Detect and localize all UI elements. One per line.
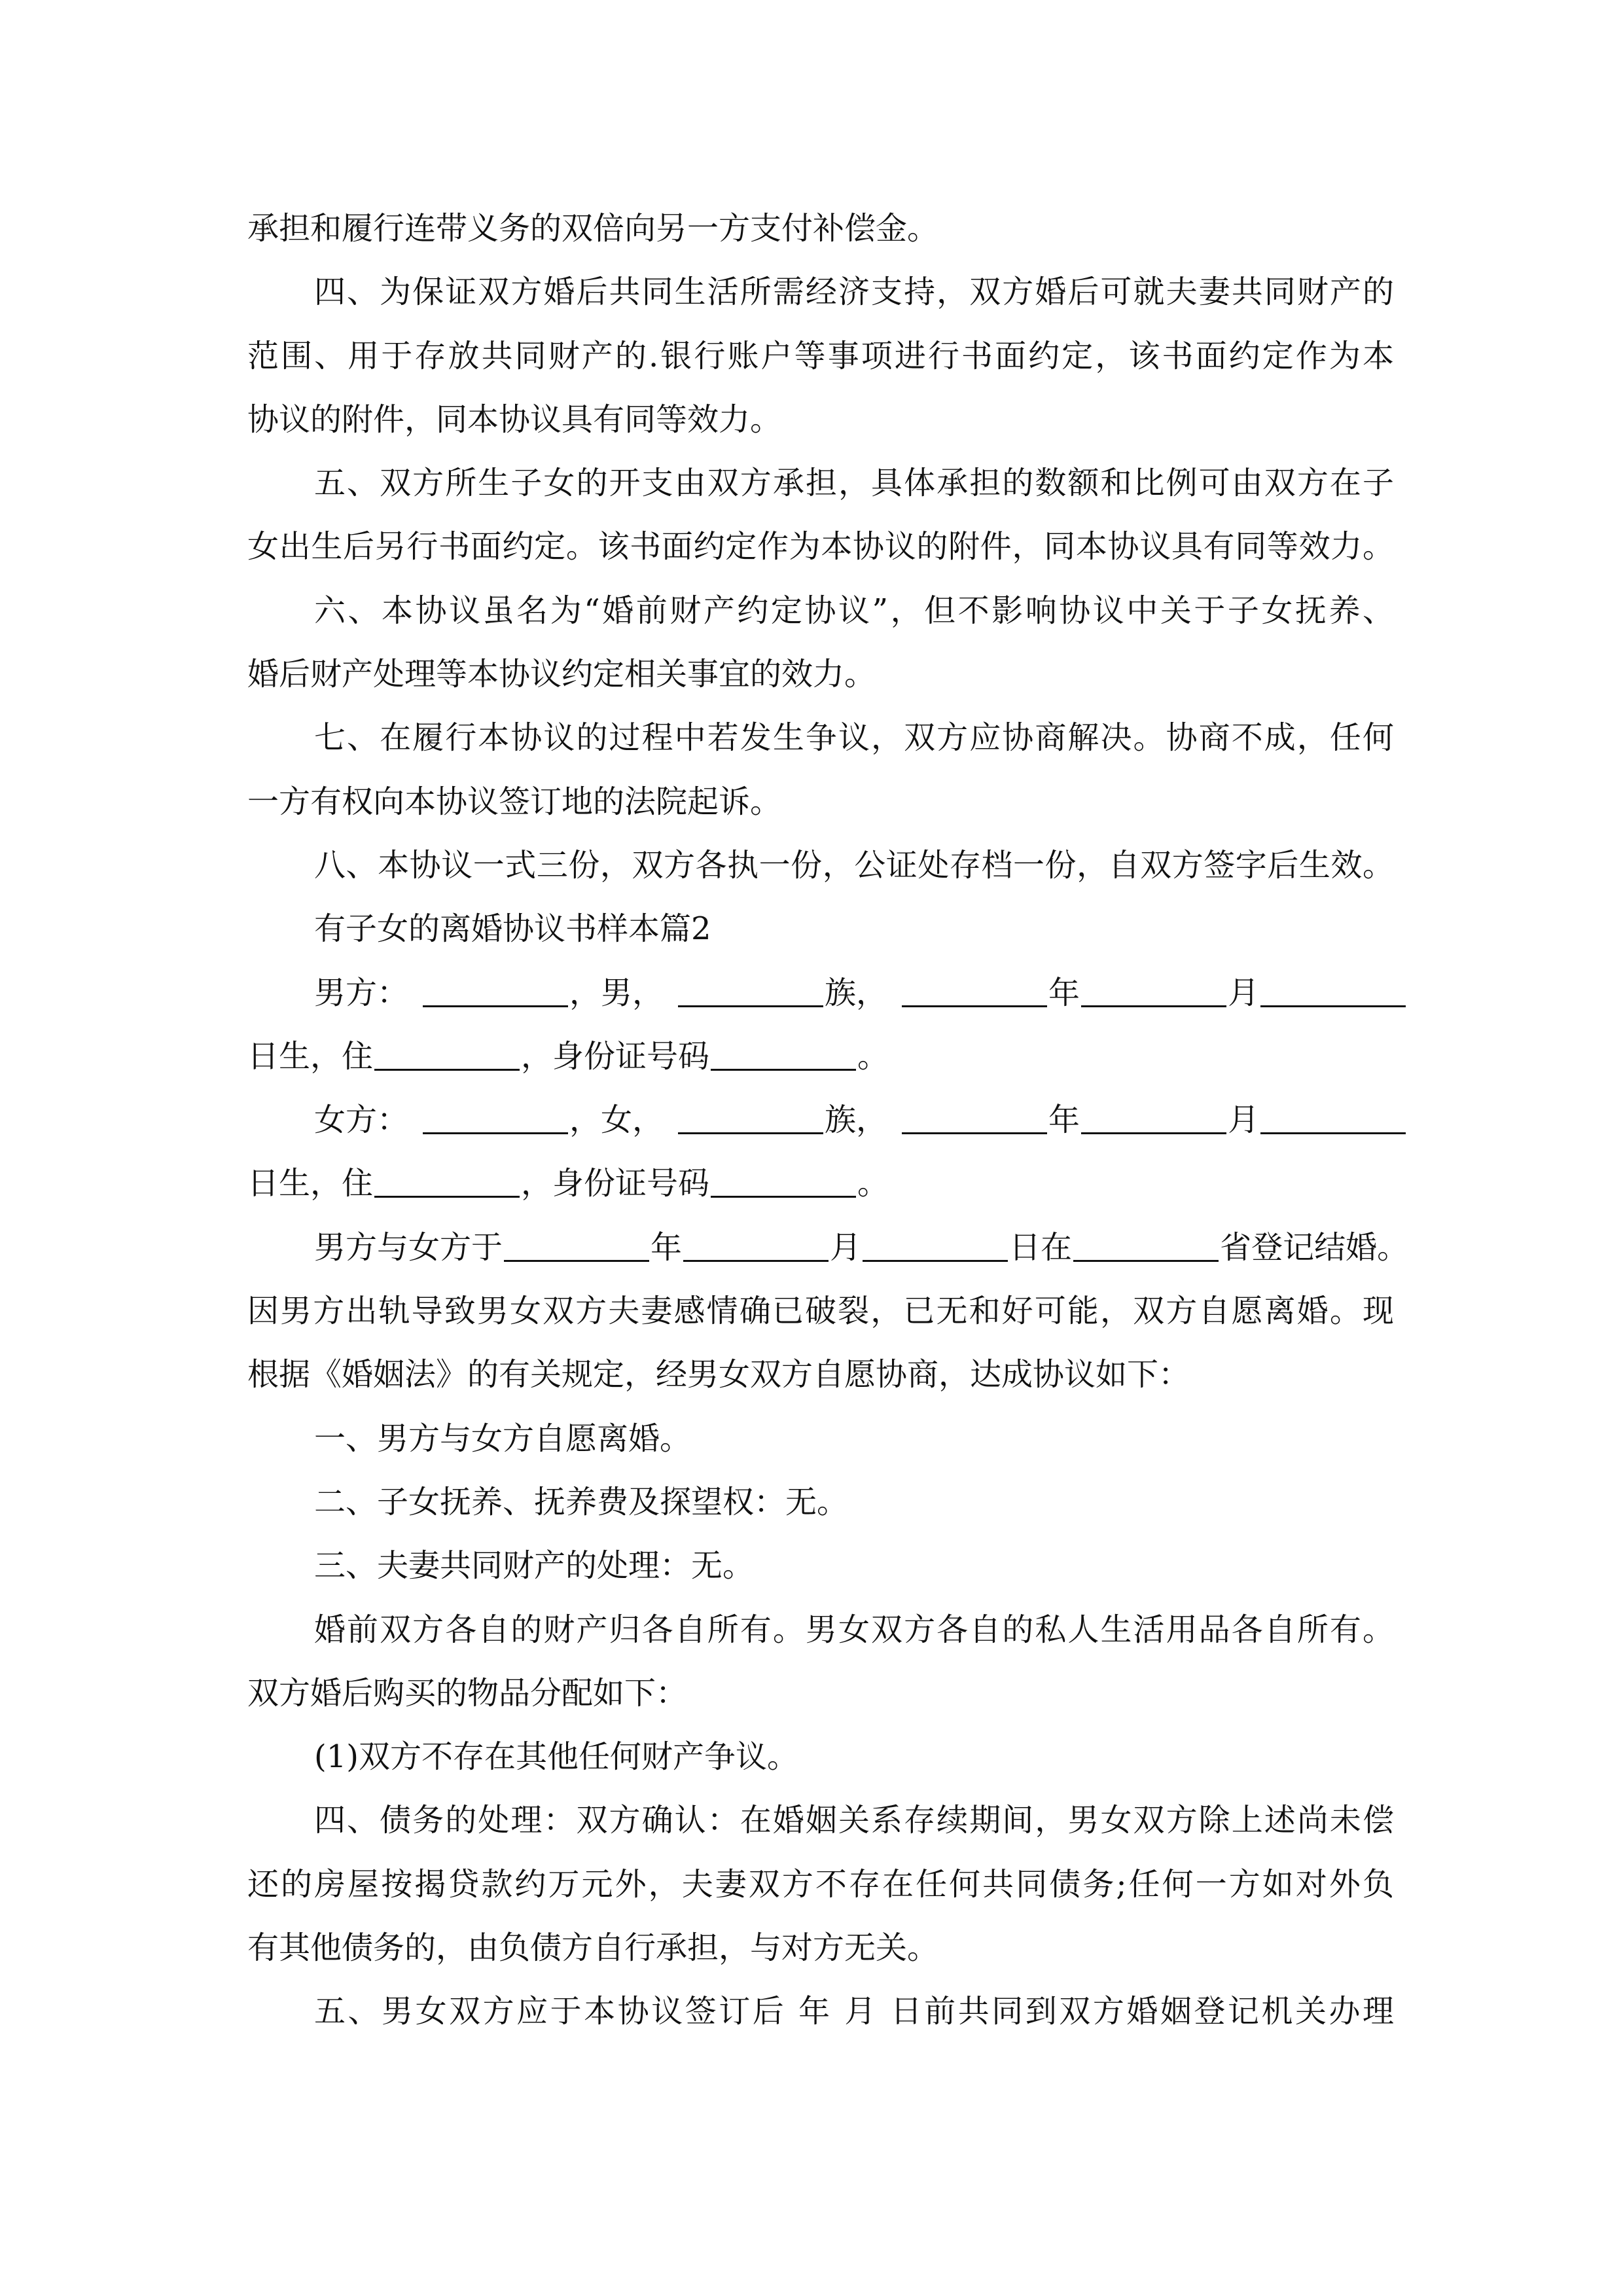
female-born-label: 日生，住 [247,1165,374,1202]
male-gender: ，男， [569,974,664,1011]
female-label: 女方： [314,1102,409,1139]
paragraph-line: 五、男女双方应于本协议签订后 年 月 日前共同到双方婚姻登记机关办理 [314,1993,1394,2030]
male-name-blank[interactable] [423,974,568,1007]
paragraph-line: 四、债务的处理：双方确认：在婚姻关系存续期间，男女双方除上述尚未偿 [314,1802,1394,1839]
marriage-line [247,1226,1409,1289]
marriage-month-blank[interactable] [683,1229,829,1262]
male-label: 男方： [314,974,409,1011]
male-year-label: 年 [1048,974,1080,1011]
paragraph-line: 五、双方所生子女的开支由双方承担，具体承担的数额和比例可由双方在子 [314,465,1394,502]
paragraph-line: 承担和履行连带义务的双倍向另一方支付补偿金。 [247,210,939,247]
female-ethnic-blank[interactable] [678,1101,823,1134]
document-body [247,207,1409,2054]
male-end: 。 [857,1037,889,1075]
male-ethnic-label: 族， [825,974,888,1011]
female-address-blank[interactable] [374,1164,520,1198]
paragraph-line: 一方有权向本协议签订地的法院起诉。 [247,783,782,820]
paragraph-line: 双方婚后购买的物品分配如下： [247,1674,688,1712]
female-gender: ，女， [569,1102,664,1139]
male-born-label: 日生，住 [247,1037,374,1075]
male-birth-month-blank[interactable] [1081,974,1226,1007]
female-birth-day-blank[interactable] [1260,1101,1406,1134]
paragraph-line: 女出生后另行书面约定。该书面约定作为本协议的附件，同本协议具有同等效力。 [247,528,1394,565]
paragraph-line: 根据《婚姻法》的有关规定，经男女双方自愿协商，达成协议如下： [247,1356,1190,1393]
paragraph-line: 婚前双方各自的财产归各自所有。男女双方各自的私人生活用品各自所有。 [314,1611,1394,1648]
female-birth-year-blank[interactable] [902,1101,1047,1134]
male-birth-year-blank[interactable] [902,974,1047,1007]
clause-line: 一、男方与女方自愿离婚。 [314,1420,692,1457]
male-party-line [247,971,1394,1035]
marriage-year-label: 年 [651,1229,683,1266]
section-heading: 有子女的离婚协议书样本篇2 [314,910,711,948]
paragraph-line: 有其他债务的，由负债方自行承担，与对方无关。 [247,1929,939,1967]
paragraph-line: 协议的附件，同本协议具有同等效力。 [247,401,782,438]
male-id-blank[interactable] [711,1037,856,1071]
paragraph-line: 婚后财产处理等本协议约定相关事宜的效力。 [247,656,876,693]
female-month-label: 月 [1228,1102,1260,1139]
clause-line: 二、子女抚养、抚养费及探望权：无。 [314,1483,849,1520]
female-ethnic-label: 族， [825,1102,888,1139]
male-party-line-2 [247,1035,1394,1098]
female-id-blank[interactable] [711,1164,856,1198]
paragraph-line: 因男方出轨导致男女双方夫妻感情确已破裂，已无和好可能，双方自愿离婚。现 [247,1293,1394,1330]
paragraph-line: 六、本协议虽名为“婚前财产约定协议”，但不影响协议中关于子女抚养、 [314,592,1394,629]
paragraph-line: 八、本协议一式三份，双方各执一份，公证处存档一份，自双方签字后生效。 [314,846,1394,884]
clause-line: (1)双方不存在其他任何财产争议。 [314,1738,798,1776]
male-birth-day-blank[interactable] [1260,974,1406,1007]
male-month-label: 月 [1228,974,1260,1011]
female-year-label: 年 [1048,1102,1080,1139]
marriage-prefix: 男方与女方于 [314,1229,503,1266]
paragraph-line: 范围、用于存放共同财产的.银行账户等事项进行书面约定，该书面约定作为本 [247,337,1394,374]
paragraph-line: 还的房屋按揭贷款约万元外，夫妻双方不存在任何共同债务;任何一方如对外负 [247,1865,1394,1903]
female-name-blank[interactable] [423,1101,568,1134]
male-id-label: ，身份证号码 [521,1037,710,1075]
marriage-province-blank[interactable] [1073,1229,1219,1262]
female-party-line [247,1098,1394,1162]
male-address-blank[interactable] [374,1037,520,1071]
female-birth-month-blank[interactable] [1081,1101,1226,1134]
male-ethnic-blank[interactable] [678,974,823,1007]
paragraph-line: 七、在履行本协议的过程中若发生争议，双方应协商解决。协商不成，任何 [314,719,1394,757]
clause-line: 三、夫妻共同财产的处理：无。 [314,1547,755,1585]
marriage-day-blank[interactable] [863,1229,1008,1262]
marriage-suffix: 省登记结婚。 [1220,1229,1409,1266]
paragraph-line: 四、为保证双方婚后共同生活所需经济支持，双方婚后可就夫妻共同财产的 [314,274,1394,311]
marriage-month-label: 月 [830,1229,862,1266]
marriage-day-label: 日在 [1009,1229,1073,1266]
female-id-label: ，身份证号码 [521,1165,710,1202]
female-end: 。 [857,1165,889,1202]
female-party-line-2 [247,1162,1394,1225]
marriage-year-blank[interactable] [504,1229,649,1262]
